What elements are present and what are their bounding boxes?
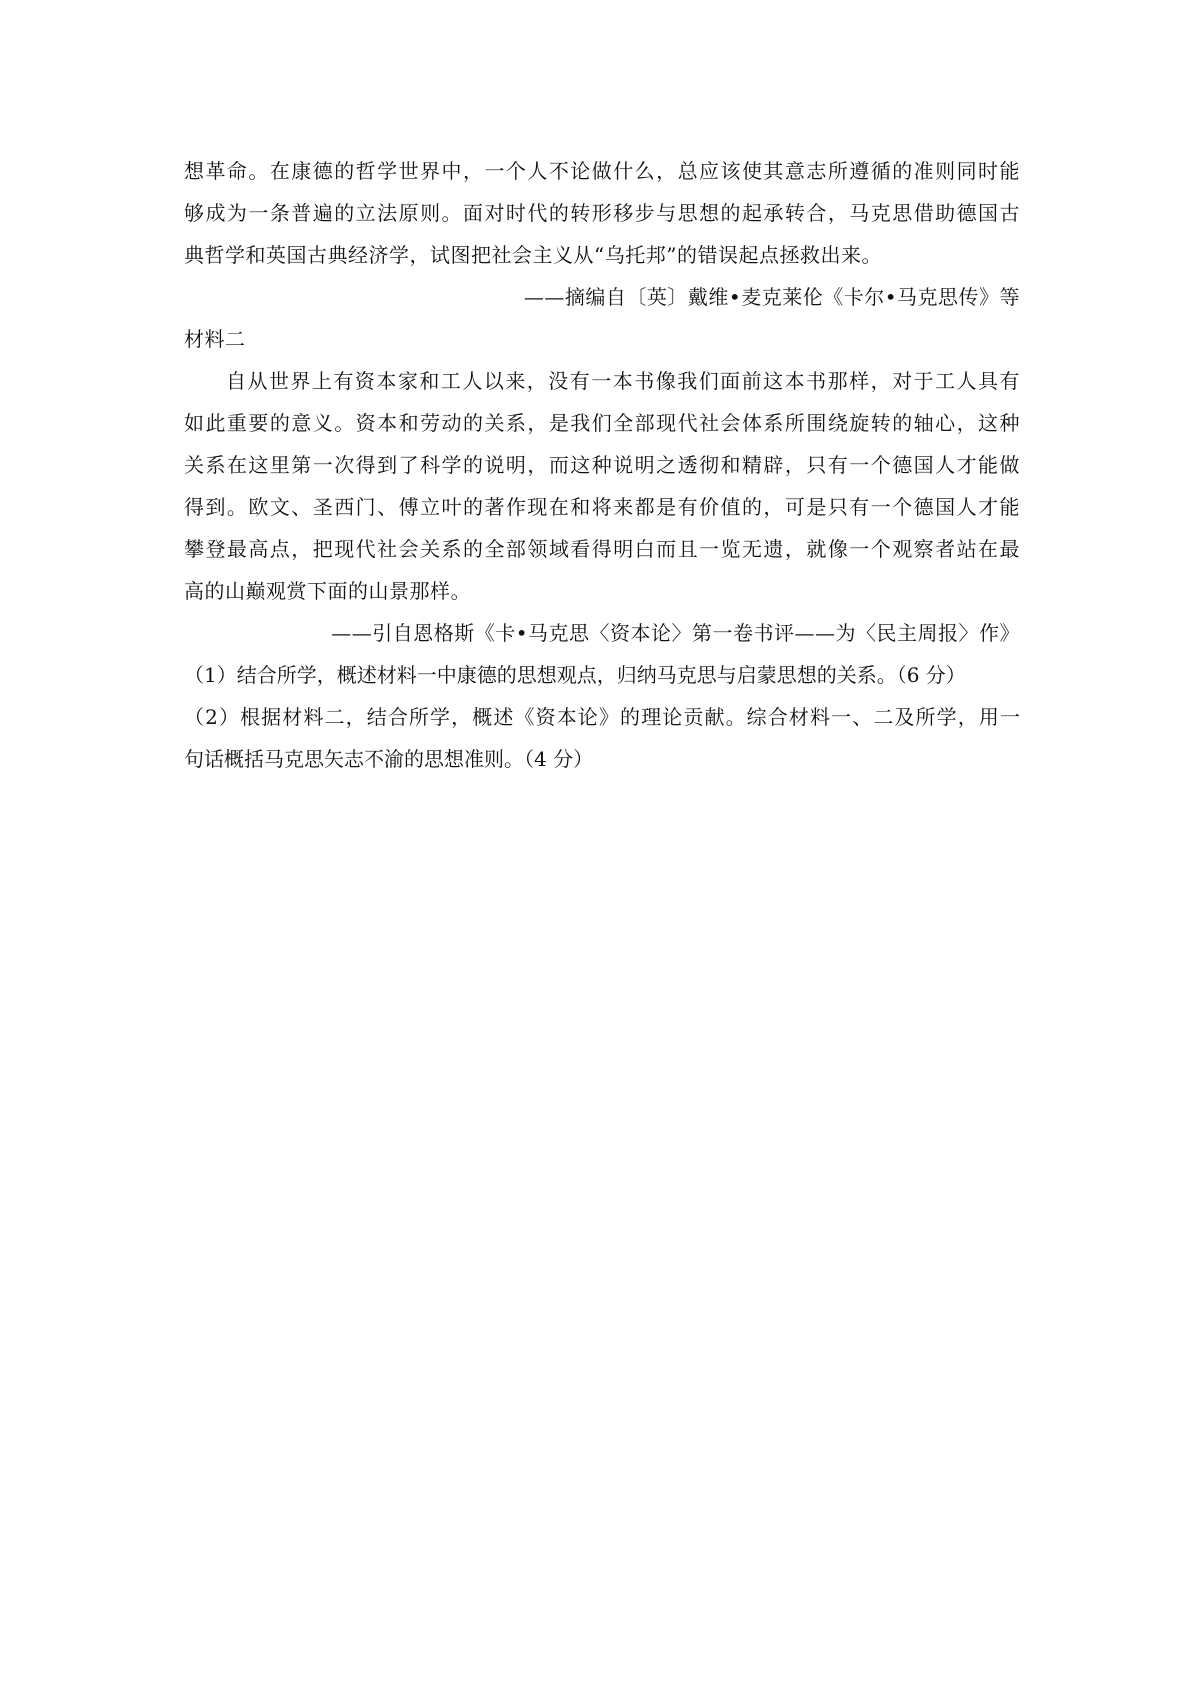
material2-line-6: 高的山巅观赏下面的山景那样。 — [184, 579, 471, 603]
material2-line-5: 攀登最高点，把现代社会关系的全部领域看得明白而且一览无遗，就像一个观察者站在最 — [184, 537, 1020, 561]
material2-source: ——引自恩格斯《卡•马克思〈资本论〉第一卷书评——为〈民主周报〉作》 — [331, 621, 1020, 645]
question-2-line-2: 句话概括马克思矢志不渝的思想准则。（4 分） — [184, 747, 594, 771]
question-2-line-1: （2）根据材料二，结合所学，概述《资本论》的理论贡献。综合材料一、二及所学，用一 — [184, 705, 1020, 729]
material1-source: ——摘编自〔英〕戴维•麦克莱伦《卡尔•马克思传》等 — [523, 285, 1020, 309]
material2-line-3: 关系在这里第一次得到了科学的说明，而这种说明之透彻和精辟，只有一个德国人才能做 — [184, 453, 1020, 477]
material1-line-2: 够成为一条普遍的立法原则。面对时代的转形移步与思想的起承转合，马克思借助德国古 — [184, 201, 1020, 225]
material2-line-1: 自从世界上有资本家和工人以来，没有一本书像我们面前这本书那样，对于工人具有 — [226, 369, 1020, 393]
question-1: （1）结合所学，概述材料一中康德的思想观点，归纳马克思与启蒙思想的关系。（6 分） — [184, 663, 966, 687]
exam-text-block — [184, 150, 1020, 780]
material2-line-2: 如此重要的意义。资本和劳动的关系，是我们全部现代社会体系所围绕旋转的轴心，这种 — [184, 411, 1020, 435]
material2-line-4: 得到。欧文、圣西门、傅立叶的著作现在和将来都是有价值的，可是只有一个德国人才能 — [184, 495, 1020, 519]
material1-line-3: 典哲学和英国古典经济学，试图把社会主义从“乌托邦”的错误起点拯救出来。 — [184, 243, 882, 267]
material1-line-1: 想革命。在康德的哲学世界中，一个人不论做什么，总应该使其意志所遵循的准则同时能 — [184, 159, 1020, 183]
material2-heading: 材料二 — [184, 327, 246, 351]
